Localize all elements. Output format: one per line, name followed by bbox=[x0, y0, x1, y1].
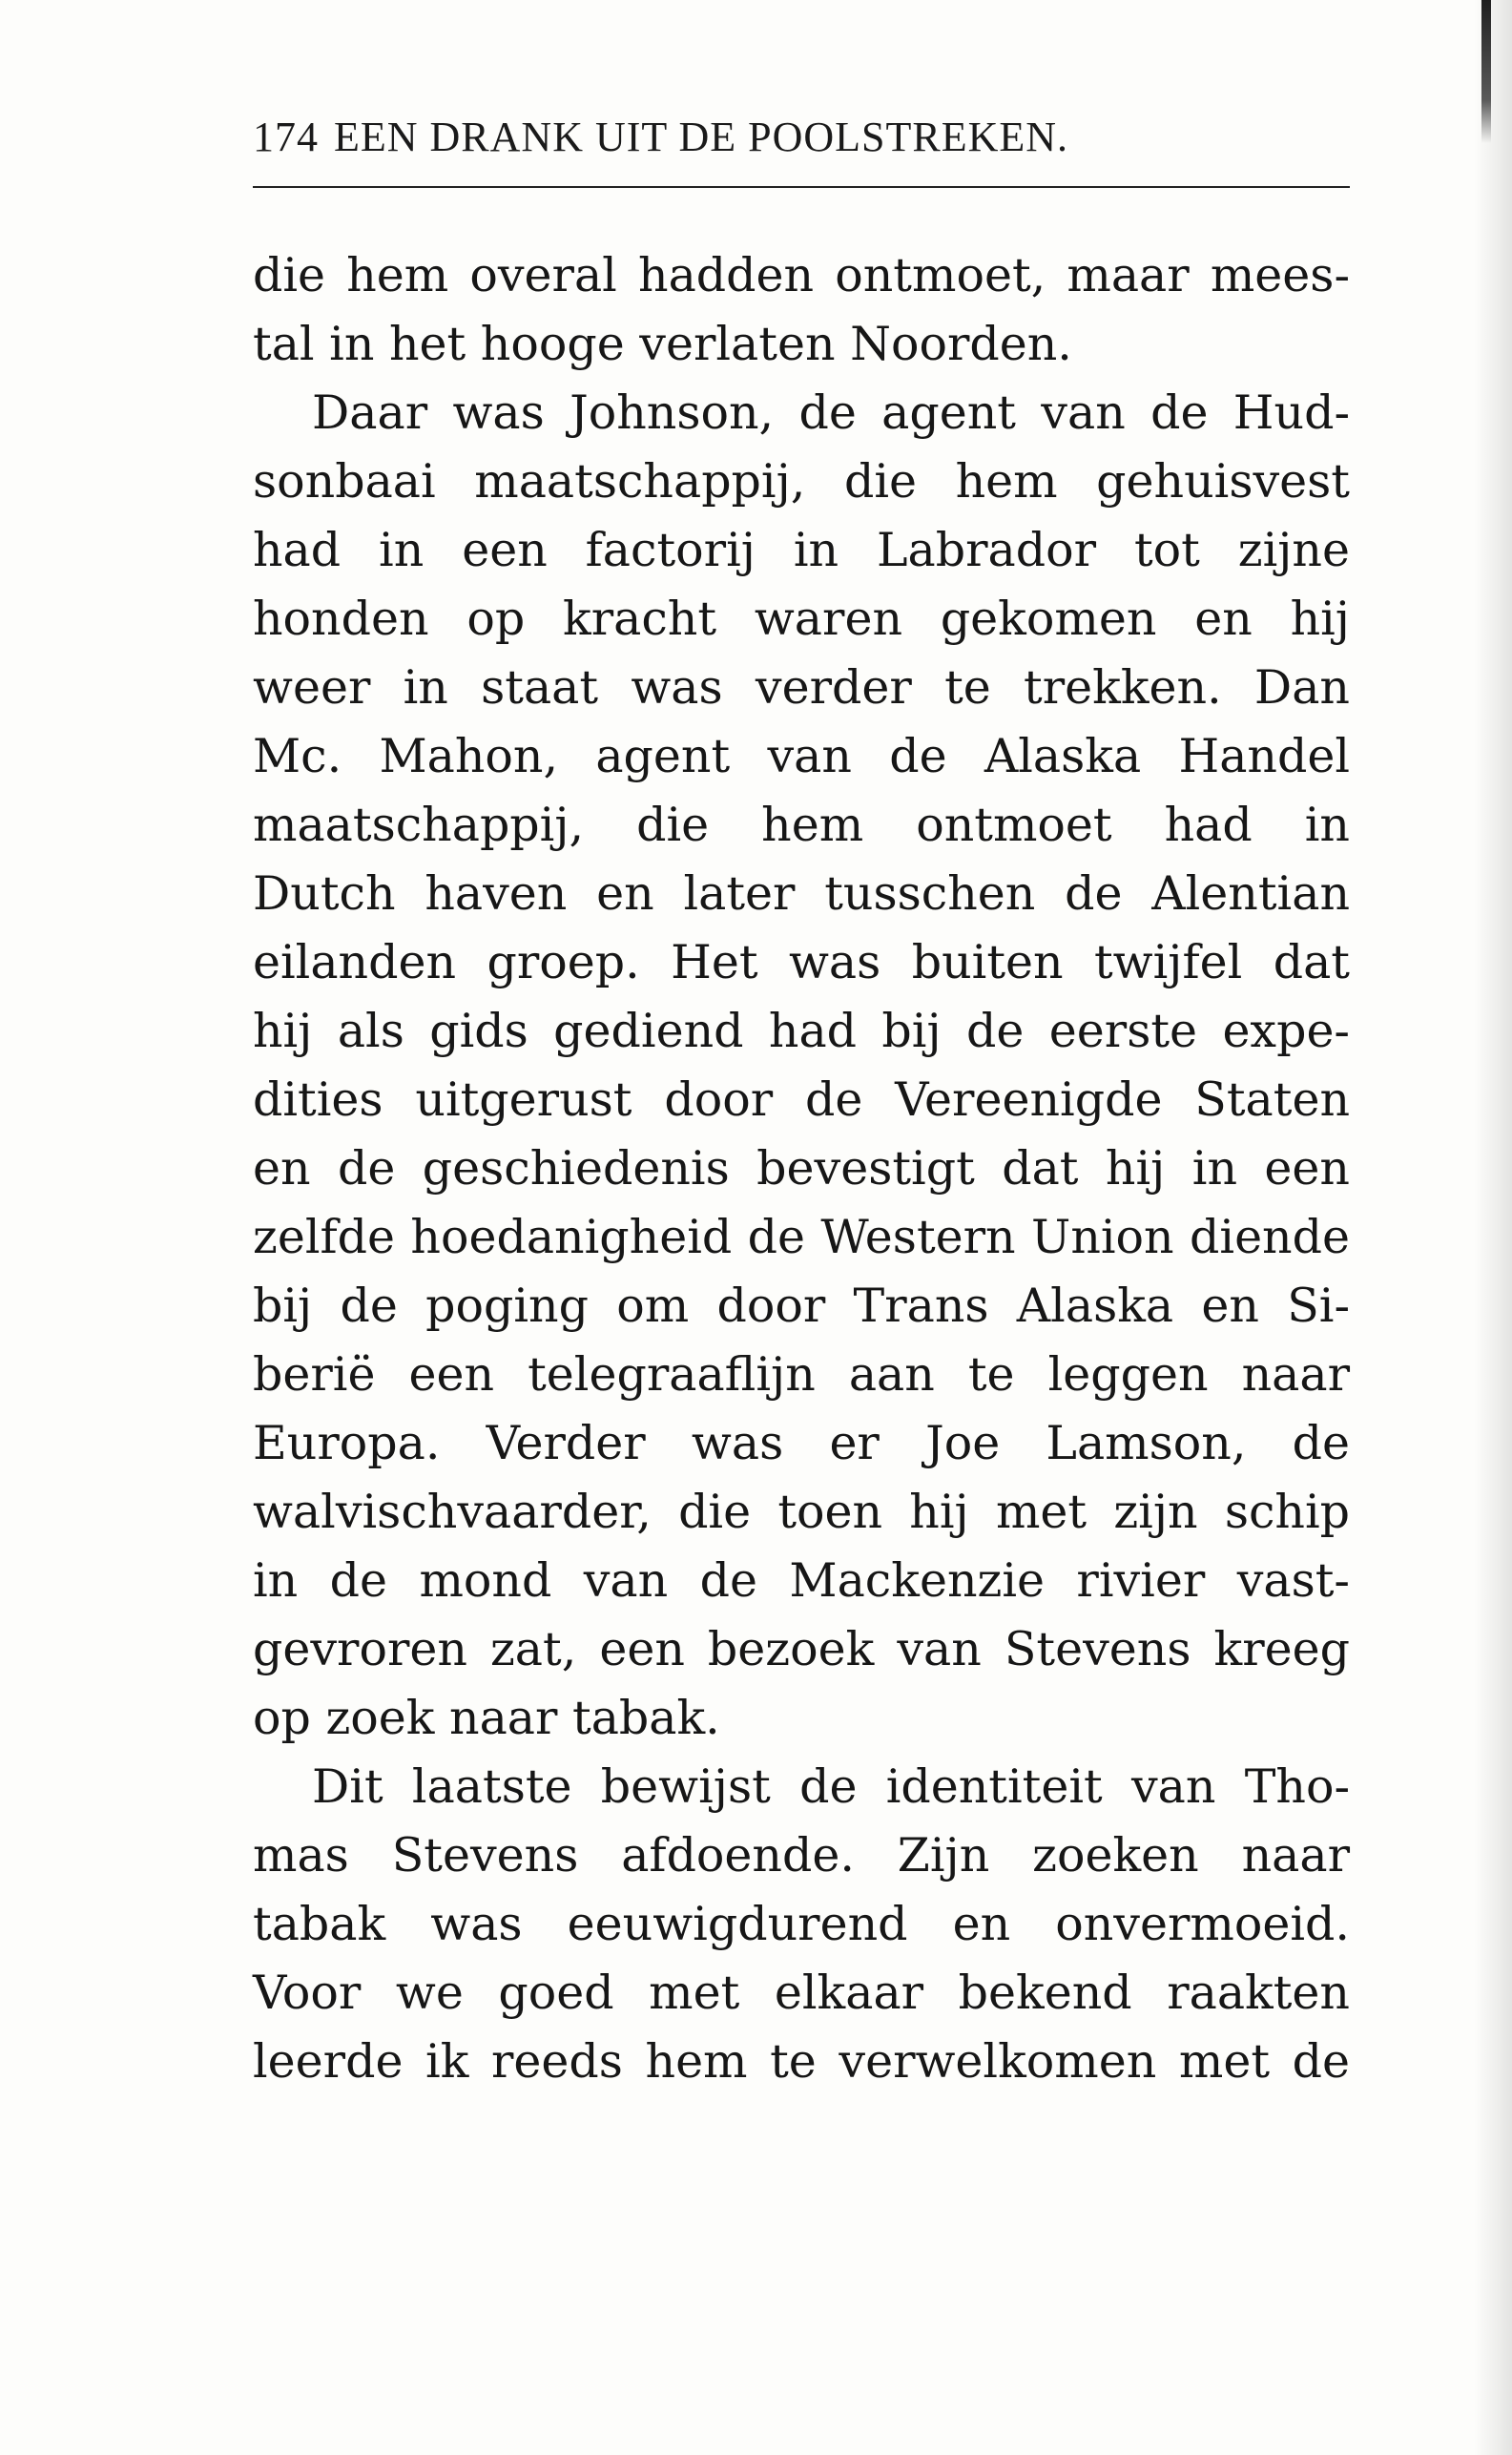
text-line: berië een telegraaflijn aan te leggen naar bbox=[253, 1347, 1350, 1402]
text-line: Dutch haven en later tusschen de Alentian bbox=[253, 866, 1350, 921]
text-line: gevroren zat, een bezoek van Stevens kreeg bbox=[253, 1622, 1350, 1676]
book-page bbox=[253, 113, 1350, 2096]
text-line: mas Stevens afdoende. Zijn zoeken naar bbox=[253, 1828, 1350, 1883]
text-line: tal in het hooge verlaten Noorden. bbox=[253, 317, 1072, 371]
text-line: sonbaai maatschappij, die hem gehuisvest bbox=[253, 454, 1350, 509]
text-line: dities uitgerust door de Vereenigde Staten bbox=[253, 1072, 1350, 1127]
text-line: tabak was eeuwigdurend en onvermoeid. bbox=[253, 1897, 1350, 1951]
text-line: leerde ik reeds hem te verwelkomen met de bbox=[253, 2034, 1350, 2089]
text-line: Mc. Mahon, agent van de Alaska Handel bbox=[253, 729, 1350, 783]
text-line: eilanden groep. Het was buiten twijfel dat bbox=[253, 935, 1350, 989]
binding-edge-mark bbox=[1481, 0, 1491, 143]
page-edge-shadow bbox=[1474, 0, 1512, 2455]
text-line: had in een factorij in Labrador tot zijne bbox=[253, 523, 1350, 577]
running-head bbox=[253, 113, 1350, 188]
text-line: honden op kracht waren gekomen en hij bbox=[253, 592, 1350, 646]
text-line: weer in staat was verder te trekken. Dan bbox=[253, 660, 1350, 715]
text-line: en de geschiedenis bevestigt dat hij in een bbox=[253, 1141, 1350, 1196]
text-line: Dit laatste bewijst de identiteit van Tho- bbox=[312, 1759, 1350, 1814]
body-text bbox=[253, 241, 1350, 2096]
text-line: Voor we goed met elkaar bekend raakten bbox=[253, 1966, 1350, 2020]
running-title: EEN DRANK UIT DE POOLSTREKEN. bbox=[334, 114, 1069, 160]
text-line: hij als gids gediend had bij de eerste expe- bbox=[253, 1004, 1350, 1058]
text-line: bij de poging om door Trans Alaska en Si- bbox=[253, 1279, 1350, 1333]
text-line: Europa. Verder was er Joe Lamson, de bbox=[253, 1416, 1350, 1470]
text-line: zelfde hoedanigheid de Western Union diende bbox=[253, 1210, 1350, 1264]
text-line: op zoek naar tabak. bbox=[253, 1691, 720, 1745]
text-line: in de mond van de Mackenzie rivier vast- bbox=[253, 1553, 1350, 1608]
page-number: 174 bbox=[253, 114, 319, 160]
text-line: Daar was Johnson, de agent van de Hud- bbox=[312, 385, 1350, 440]
text-line: maatschappij, die hem ontmoet had in bbox=[253, 798, 1350, 852]
text-line: walvischvaarder, die toen hij met zijn schip bbox=[253, 1485, 1350, 1539]
text-line: die hem overal hadden ontmoet, maar mees- bbox=[253, 248, 1350, 302]
